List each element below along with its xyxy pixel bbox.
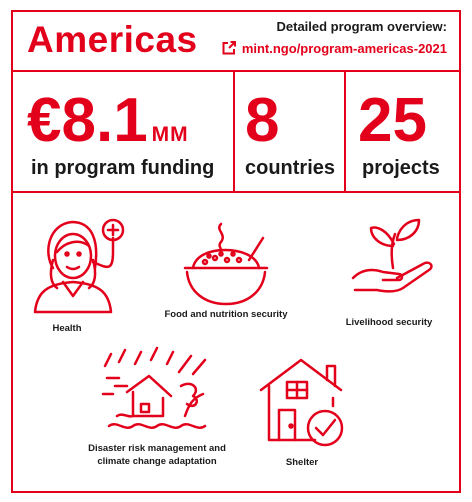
external-link-icon: [221, 40, 237, 56]
storm-house-icon: [97, 346, 217, 438]
region-title: Americas: [27, 19, 198, 60]
overview-link[interactable]: [221, 40, 447, 56]
stats-divider-2: [344, 70, 346, 191]
countries-value: 8: [245, 86, 280, 155]
overview-link-text: mint.ngo/program-americas-2021: [241, 40, 447, 56]
projects-value: 25: [358, 86, 427, 155]
projects-label: projects: [362, 157, 440, 179]
funding-unit: MM: [151, 123, 189, 146]
food-bowl-icon: [179, 220, 273, 306]
infographic-frame: [11, 10, 461, 493]
stats-divider-1: [233, 70, 235, 191]
health-caption: Health: [52, 323, 82, 334]
countries-label: countries: [245, 157, 336, 179]
disaster-caption: Disaster risk management and climate change adaptation: [88, 443, 226, 467]
seedling-hand-icon: [347, 212, 439, 298]
overview-label: Detailed program overview:: [276, 19, 447, 34]
health-worker-icon: [27, 212, 137, 320]
funding-value: €8.1 MM: [27, 86, 189, 155]
food-caption: Food and nutrition security: [164, 309, 288, 320]
livelihood-caption: Livelihood security: [345, 317, 433, 328]
header-divider: [13, 70, 459, 72]
funding-label: in program funding: [31, 157, 215, 179]
house-check-icon: [257, 354, 347, 448]
shelter-caption: Shelter: [285, 457, 319, 468]
stats-divider: [13, 191, 459, 193]
